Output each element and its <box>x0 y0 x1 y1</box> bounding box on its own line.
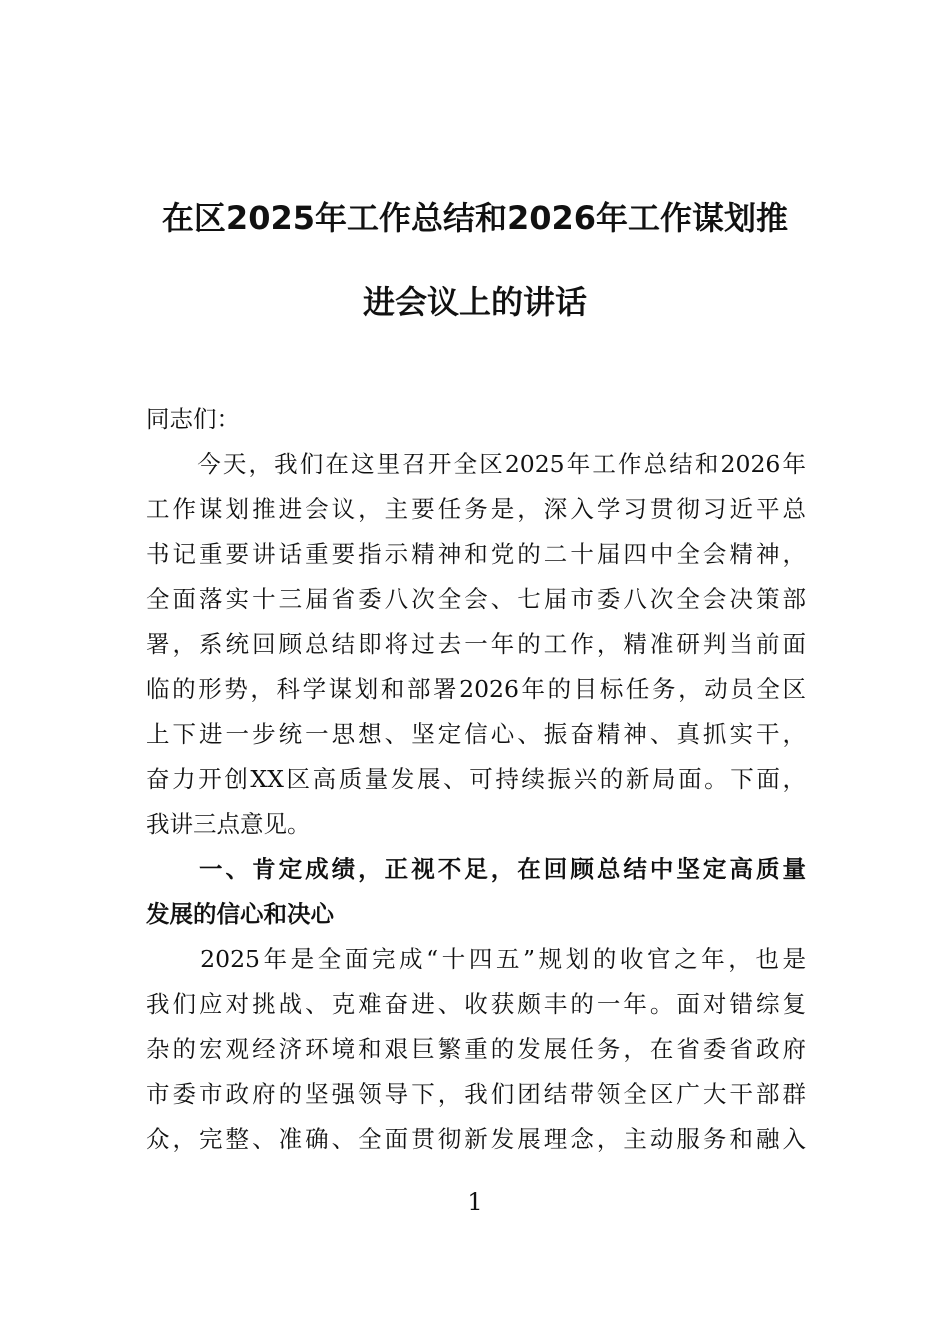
document-title <box>140 176 810 344</box>
paragraph-1-line-6: 临的形势，科学谋划和部署2026年的目标任务，动员全区 <box>146 675 806 703</box>
heading-1-line-1: 一、肯定成绩，正视不足，在回顾总结中坚定高质量 <box>146 855 806 883</box>
heading-1-line-2: 发展的信心和决心 <box>146 900 334 928</box>
paragraph-1-line-1: 今天，我们在这里召开全区2025年工作总结和2026年 <box>146 450 806 478</box>
paragraph-2-line-1: 2025年是全面完成“十四五”规划的收官之年，也是 <box>146 945 806 973</box>
paragraph-1-line-4: 全面落实十三届省委八次全会、七届市委八次全会决策部 <box>146 585 806 613</box>
paragraph-2-line-4: 市委市政府的坚强领导下，我们团结带领全区广大干部群 <box>146 1080 806 1108</box>
paragraph-1-line-2: 工作谋划推进会议，主要任务是，深入学习贯彻习近平总 <box>146 495 806 523</box>
salutation <box>146 397 806 442</box>
paragraph-1-line-5: 署，系统回顾总结即将过去一年的工作，精准研判当前面 <box>146 630 806 658</box>
paragraph-1 <box>146 442 806 847</box>
paragraph-1-line-8: 奋力开创XX区高质量发展、可持续振兴的新局面。下面， <box>146 765 806 793</box>
document-body <box>146 397 806 1162</box>
paragraph-2 <box>146 937 806 1162</box>
title-line-1: 在区2025年工作总结和2026年工作谋划推 <box>161 199 789 237</box>
paragraph-1-line-9: 我讲三点意见。 <box>146 810 311 838</box>
salutation-line: 同志们： <box>146 405 240 433</box>
paragraph-1-line-3: 书记重要讲话重要指示精神和党的二十届四中全会精神， <box>146 540 806 568</box>
paragraph-2-line-2: 我们应对挑战、克难奋进、收获颇丰的一年。面对错综复 <box>146 990 806 1018</box>
paragraph-2-line-3: 杂的宏观经济环境和艰巨繁重的发展任务，在省委省政府 <box>146 1035 806 1063</box>
page-number: 1 <box>467 1188 483 1216</box>
paragraph-2-line-5: 众，完整、准确、全面贯彻新发展理念，主动服务和融入 <box>146 1125 806 1153</box>
title-line-2: 进会议上的讲话 <box>362 283 587 321</box>
paragraph-1-line-7: 上下进一步统一思想、坚定信心、振奋精神、真抓实干， <box>146 720 806 748</box>
section-heading-1 <box>146 847 806 937</box>
